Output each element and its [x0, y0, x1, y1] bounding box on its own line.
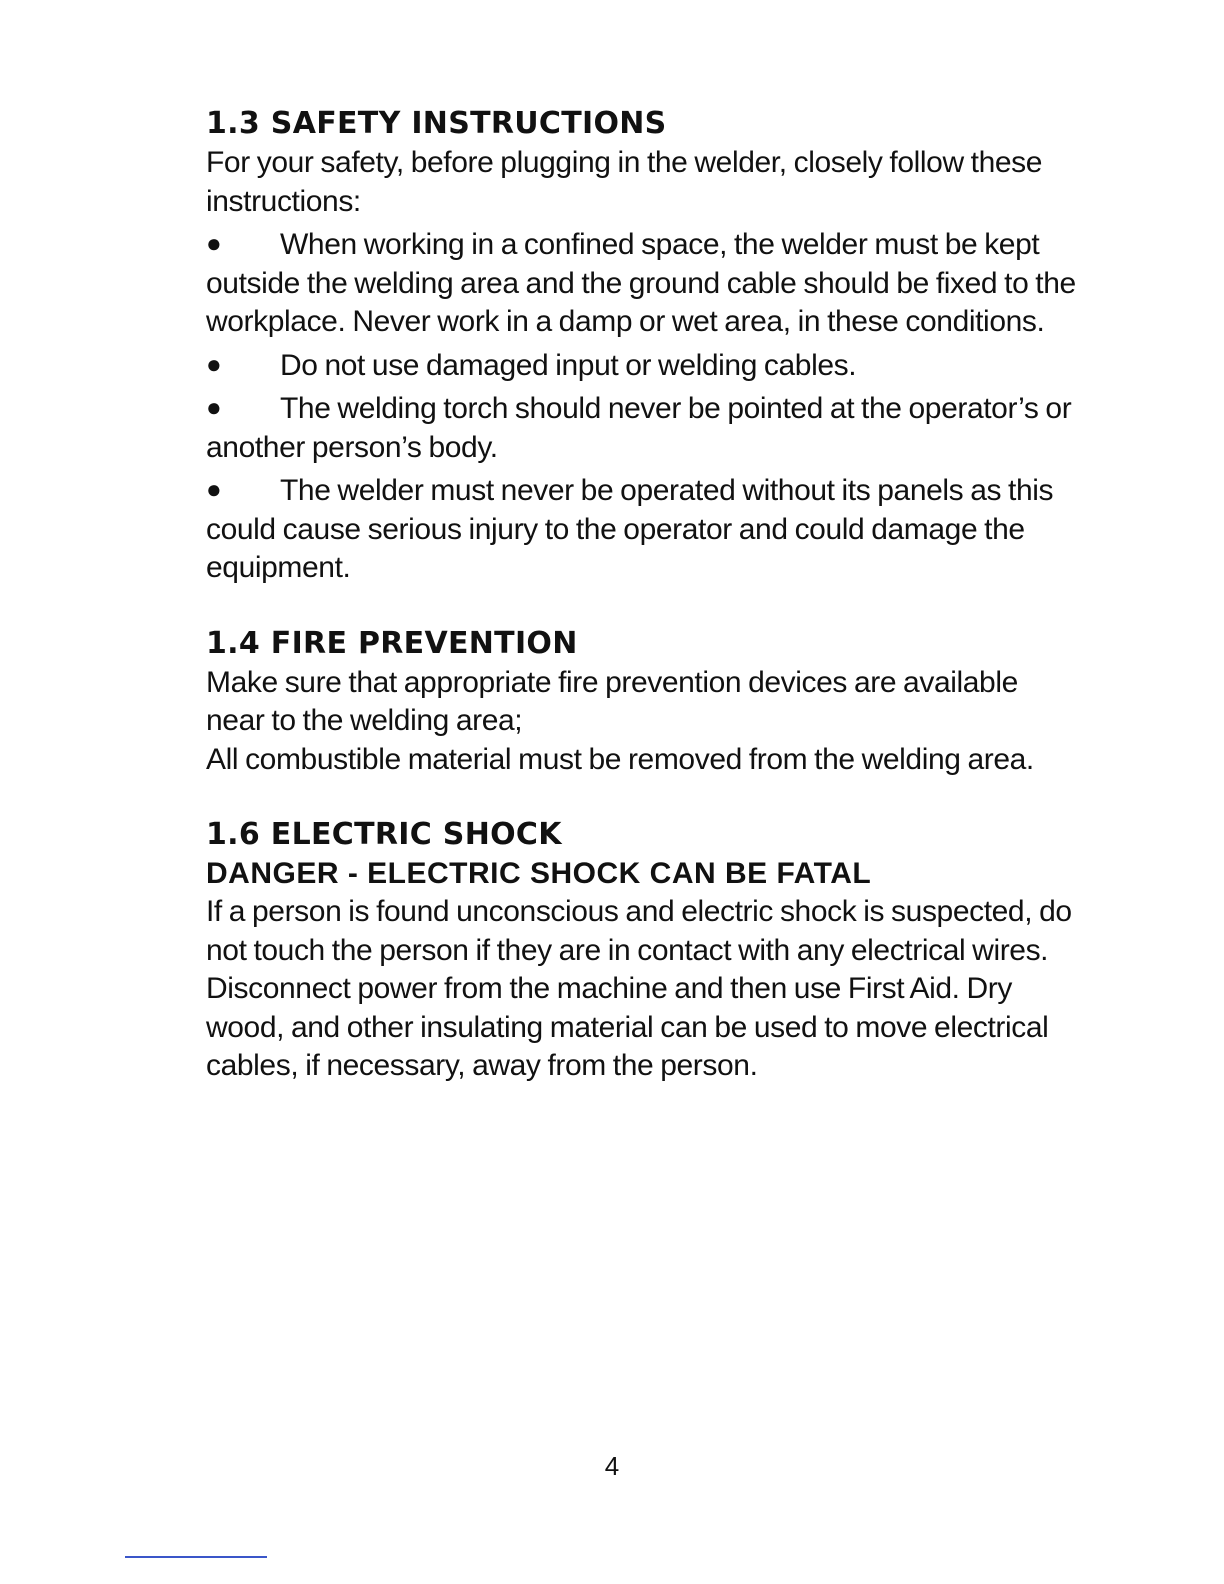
danger-subheading: DANGER - ELECTRIC SHOCK CAN BE FATAL: [206, 857, 872, 890]
bullet-item: [206, 347, 1076, 386]
paragraph: Make sure that appropriate fire prevention devices are available near to the welding area;: [206, 665, 1018, 737]
bullet-text: Do not use damaged input or welding cables.: [280, 348, 857, 382]
section-heading: 1.4 FIRE PREVENTION: [206, 625, 578, 661]
bullet-icon: ●: [206, 348, 222, 379]
bullet-item: [206, 472, 1076, 588]
bullet-text: When working in a confined space, the welder must be kept outside the welding area and the ground cable should be fixed to the workplace. Never work in a damp or wet area, in these conditions.: [206, 228, 1076, 338]
bullet-icon: ●: [206, 474, 222, 504]
document-page: [206, 104, 1076, 1086]
section-intro: For your safety, before plugging in the welder, closely follow these instructions:: [206, 146, 1043, 218]
section-safety-instructions: [206, 104, 1076, 588]
footer-rule: [125, 1556, 267, 1558]
bullet-item: [206, 226, 1076, 342]
page-number: 4: [604, 1451, 620, 1481]
paragraph: If a person is found unconscious and electric shock is suspected, do not touch the person if they are in contact with any electrical wires. Disconnect power from the machine and then use First Aid. Dry wood, and other insulating material can be used to move electrical cables, if necessary, away from the person.: [206, 895, 1072, 1082]
bullet-item: [206, 390, 1076, 467]
section-heading: 1.6 ELECTRIC SHOCK: [206, 817, 562, 852]
bullet-text: The welder must never be operated without its panels as this could cause serious injury to the operator and could damage the equipment.: [206, 474, 1054, 584]
bullet-icon: ●: [206, 228, 222, 258]
bullet-text: The welding torch should never be pointed at the operator’s or another person’s body.: [206, 392, 1072, 464]
paragraph: All combustible material must be removed from the welding area.: [206, 742, 1034, 776]
bullet-icon: ●: [206, 392, 222, 422]
section-heading: 1.3 SAFETY INSTRUCTIONS: [206, 106, 667, 141]
section-electric-shock: [206, 815, 1076, 1086]
section-fire-prevention: [206, 624, 1076, 780]
